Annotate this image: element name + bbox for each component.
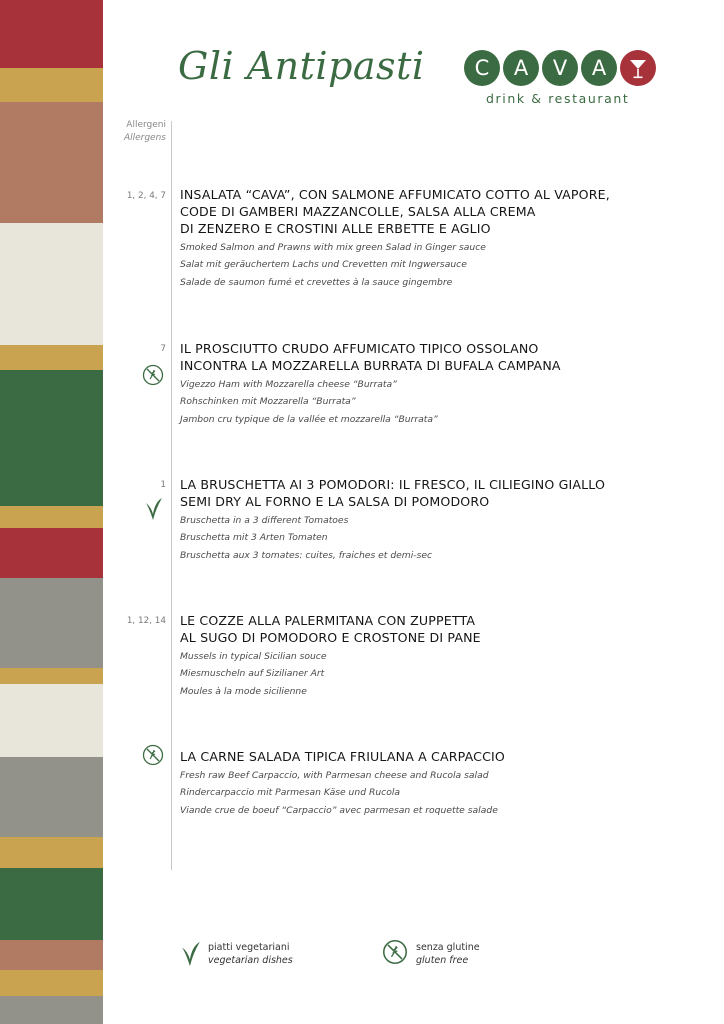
logo-letter: C [464,50,500,86]
dish-translation-de: Miesmuscheln auf Sizilianer Art [180,668,325,680]
dish-translation-en: Bruschetta in a 3 different Tomatoes [180,515,349,526]
legend-gluten-free-en: gluten free [416,955,469,966]
dish-translation-fr: Viande crue de boeuf “Carpaccio” avec parmesan et roquette salade [180,804,498,816]
dish-title: INSALATA “CAVA”, CON SALMONE AFFUMICATO COTTO AL VAPORE, CODE DI GAMBERI MAZZANCOLLE, SALSA ALLA CREMA DI ZENZERO E CROSTINI ALLE ERBETTE E AGLIO [180,187,610,236]
dish-title: IL PROSCIUTTO CRUDO AFFUMICATO TIPICO OSSOLANO INCONTRA LA MOZZARELLA BURRATA DI BUFALA CAMPANA [180,341,561,373]
dish-allergens: 1 [160,480,166,490]
dish-translation-en: Vigezzo Ham with Mozzarella cheese “Burrata” [180,379,397,390]
dish-translation-en: Fresh raw Beef Carpaccio, with Parmesan cheese and Rucola salad [180,770,489,781]
legend-vegetarian [180,939,293,973]
page-title: Gli Antipasti [178,44,425,88]
dish-title: LA CARNE SALADA TIPICA FRIULANA A CARPACCIO [180,749,505,764]
dish-title: LA BRUSCHETTA AI 3 POMODORI: IL FRESCO, IL CILIEGINO GIALLO SEMI DRY AL FORNO E LA SALSA DI POMODORO [180,477,606,509]
legend-gluten-free [382,939,480,969]
dish-allergens: 1, 12, 14 [126,616,166,626]
dish-translation-en: Smoked Salmon and Prawns with mix green Salad in Ginger sauce [180,242,486,253]
gluten-free-icon [142,364,164,390]
dish-translation-fr: Jambon cru typique de la vallée et mozzarella “Burrata” [180,413,438,425]
dish-translation-fr: Bruschetta aux 3 tomates: cuites, fraiches et demi-sec [180,549,433,561]
dish-translation-de: Salat mit geräuchertem Lachs und Crevetten mit Ingwersauce [180,259,467,271]
logo-letter: A [581,50,617,86]
legend-gluten-free-it: senza glutine [416,942,480,953]
allergen-header-it: Allergeni [126,120,166,130]
gluten-free-icon [142,744,164,770]
dish-translation-fr: Moules à la mode sicilienne [180,685,307,697]
dish-translation-de: Rohschinken mit Mozzarella “Burrata” [180,396,356,408]
menu-item [180,476,700,564]
allergen-header-en: Allergens [123,133,166,143]
menu-item [180,748,700,819]
decorative-color-stripes [0,0,103,1024]
menu-item [180,186,700,291]
vegetarian-icon [180,939,202,969]
legend-vegetarian-en: vegetarian dishes [208,955,293,966]
gluten-free-icon [382,939,408,965]
cava-logo [464,50,664,106]
dish-title: LE COZZE ALLA PALERMITANA CON ZUPPETTA AL SUGO DI POMODORO E CROSTONE DI PANE [180,613,481,645]
cocktail-glass-icon [620,50,656,86]
dish-allergens: 7 [160,344,166,354]
column-divider [171,121,172,870]
logo-tagline: drink & restaurant [486,91,630,106]
dish-translation-en: Mussels in typical Sicilian souce [180,651,327,662]
logo-letter: A [503,50,539,86]
legend-vegetarian-it: piatti vegetariani [208,942,290,953]
dish-allergens: 1, 2, 4, 7 [126,191,166,201]
menu-item [180,612,700,700]
allergen-column-header [96,119,166,145]
dish-translation-de: Bruschetta mit 3 Arten Tomaten [180,532,328,544]
dish-translation-fr: Salade de saumon fumé et crevettes à la sauce gingembre [180,276,453,288]
vegetarian-icon [144,496,164,526]
logo-letter: V [542,50,578,86]
dish-translation-de: Rindercarpaccio mit Parmesan Käse und Rucola [180,787,401,799]
menu-item [180,340,700,428]
